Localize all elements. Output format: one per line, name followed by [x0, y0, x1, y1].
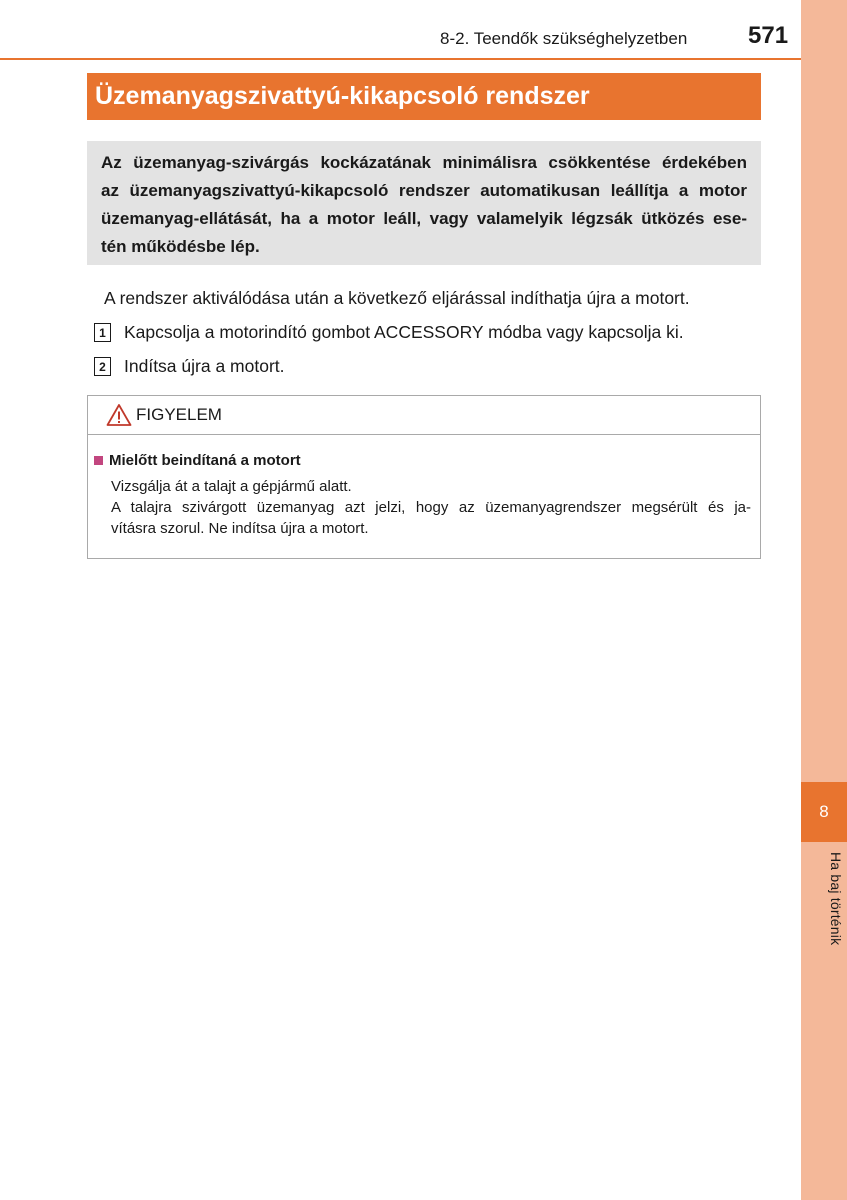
intro-line: az üzemanyagszivattyú-kikapcsoló rendszer automatikusan leállítja a motor — [101, 181, 747, 200]
step-number: 2 — [94, 357, 111, 376]
side-strip — [801, 0, 847, 1200]
warning-subheading-text: Mielőtt beindítaná a motort — [109, 452, 301, 469]
step-text: Kapcsolja a motorindító gombot ACCESSORY módba vagy kapcsolja ki. — [124, 322, 684, 342]
intro-line: Az üzemanyag-szivárgás kockázatának minimálisra csökkentése érdekében — [101, 153, 747, 172]
warning-box — [87, 395, 761, 559]
warning-line: A talajra szivárgott üzemanyag azt jelzi, hogy az üzemanyagrendszer megsérült és ja- — [111, 499, 751, 516]
warning-triangle-icon — [106, 403, 132, 427]
intro-line: üzemanyag-ellátását, ha a motor leáll, vagy valamelyik légzsák ütközés ese- — [101, 209, 747, 228]
header-rule — [0, 58, 801, 60]
chapter-tab: 8 — [801, 782, 847, 842]
intro-box — [87, 141, 761, 265]
section-title — [87, 73, 761, 120]
intro-line: tén működésbe lép. — [101, 237, 260, 256]
step-text: Indítsa újra a motort. — [124, 356, 285, 376]
warning-subheading — [94, 452, 301, 469]
bullet-square-icon — [94, 456, 103, 465]
warning-line: vításra szorul. Ne indítsa újra a motort. — [111, 520, 369, 537]
warning-text — [111, 476, 751, 539]
warning-line: Vizsgálja át a talajt a gépjármű alatt. — [111, 478, 352, 495]
step-number: 1 — [94, 323, 111, 342]
step-2 — [94, 356, 285, 377]
section-title-text: Üzemanyagszivattyú-kikapcsoló rendszer — [95, 82, 590, 110]
body-paragraph: A rendszer aktiválódása után a következő eljárással indíthatja újra a motort. — [104, 288, 690, 308]
step-1 — [94, 322, 684, 343]
warning-label: FIGYELEM — [136, 405, 222, 424]
header-section-title: 8-2. Teendők szükséghelyzetben — [440, 29, 688, 48]
chapter-label: Ha baj történik — [828, 852, 844, 946]
warning-header — [88, 396, 760, 435]
page-number: 571 — [748, 22, 789, 49]
